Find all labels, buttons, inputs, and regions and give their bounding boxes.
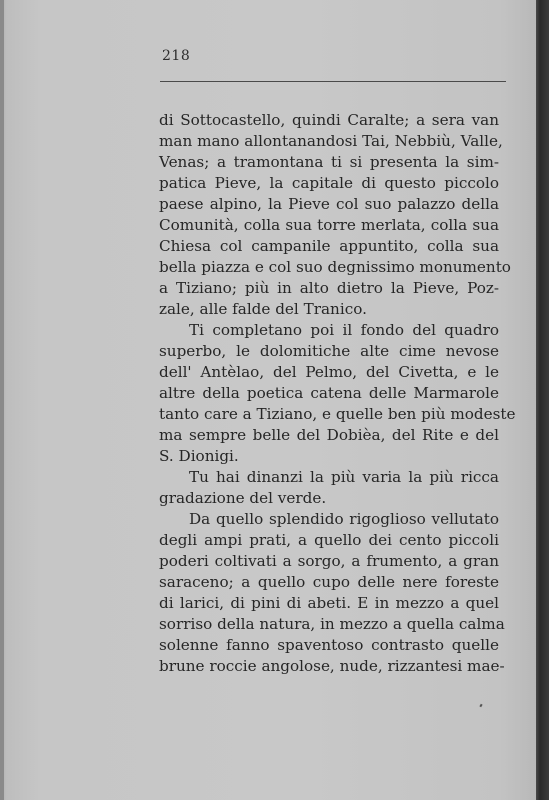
text-line: sorriso della natura, in mezzo a quella calma bbox=[159, 615, 505, 633]
text-line: paese alpino, la Pieve col suo palazzo della bbox=[159, 195, 499, 213]
scan-right-edge bbox=[536, 0, 549, 800]
text-line: solenne fanno spaventoso contrasto quelle bbox=[159, 636, 499, 654]
text-line: Venas; a tramontana ti si presenta la sim- bbox=[159, 153, 499, 171]
text-line: gradazione del verde. bbox=[159, 489, 327, 507]
text-line: brune roccie angolose, nude, rizzantesi mae- bbox=[159, 657, 505, 675]
text-line: di Sottocastello, quindi Caralte; a sera van bbox=[159, 111, 499, 129]
text-line: man mano allontanandosi Tai, Nebbiù, Valle, bbox=[159, 132, 503, 150]
text-line: degli ampi prati, a quello dei cento piccoli bbox=[159, 531, 499, 549]
text-line: poderi coltivati a sorgo, a frumento, a gran bbox=[159, 552, 499, 570]
text-line: ma sempre belle del Dobièa, del Rite e del bbox=[159, 426, 499, 444]
paragraph-first-line: Da quello splendido rigoglioso vellutato bbox=[189, 510, 499, 528]
text-line: tanto care a Tiziano, e quelle ben più modeste bbox=[159, 405, 516, 423]
text-line: di larici, di pini di abeti. E in mezzo a quel bbox=[159, 594, 499, 612]
body-text bbox=[159, 110, 516, 677]
text-line: saraceno; a quello cupo delle nere foreste bbox=[159, 573, 499, 591]
text-line: superbo, le dolomitiche alte cime nevose bbox=[159, 342, 499, 360]
text-line: dell' Antèlao, del Pelmo, del Civetta, e le bbox=[159, 363, 499, 381]
text-line: patica Pieve, la capitale di questo piccolo bbox=[159, 174, 499, 192]
paragraph-first-line: Ti completano poi il fondo del quadro bbox=[189, 321, 499, 339]
text-line: bella piazza e col suo degnissimo monumento bbox=[159, 258, 511, 276]
paper-speck bbox=[479, 704, 482, 708]
text-line: zale, alle falde del Tranico. bbox=[159, 300, 367, 318]
page-number: 218 bbox=[162, 48, 191, 64]
text-line: S. Dionigi. bbox=[159, 447, 239, 465]
text-line: Comunità, colla sua torre merlata, colla sua bbox=[159, 216, 499, 234]
text-line: a Tiziano; più in alto dietro la Pieve, Poz- bbox=[159, 279, 499, 297]
text-line: Chiesa col campanile appuntito, colla sua bbox=[159, 237, 499, 255]
page-gutter-shadow bbox=[0, 0, 4, 800]
header-rule bbox=[160, 81, 506, 82]
text-line: altre della poetica catena delle Marmarole bbox=[159, 384, 499, 402]
paragraph-first-line: Tu hai dinanzi la più varia la più ricca bbox=[189, 468, 499, 486]
